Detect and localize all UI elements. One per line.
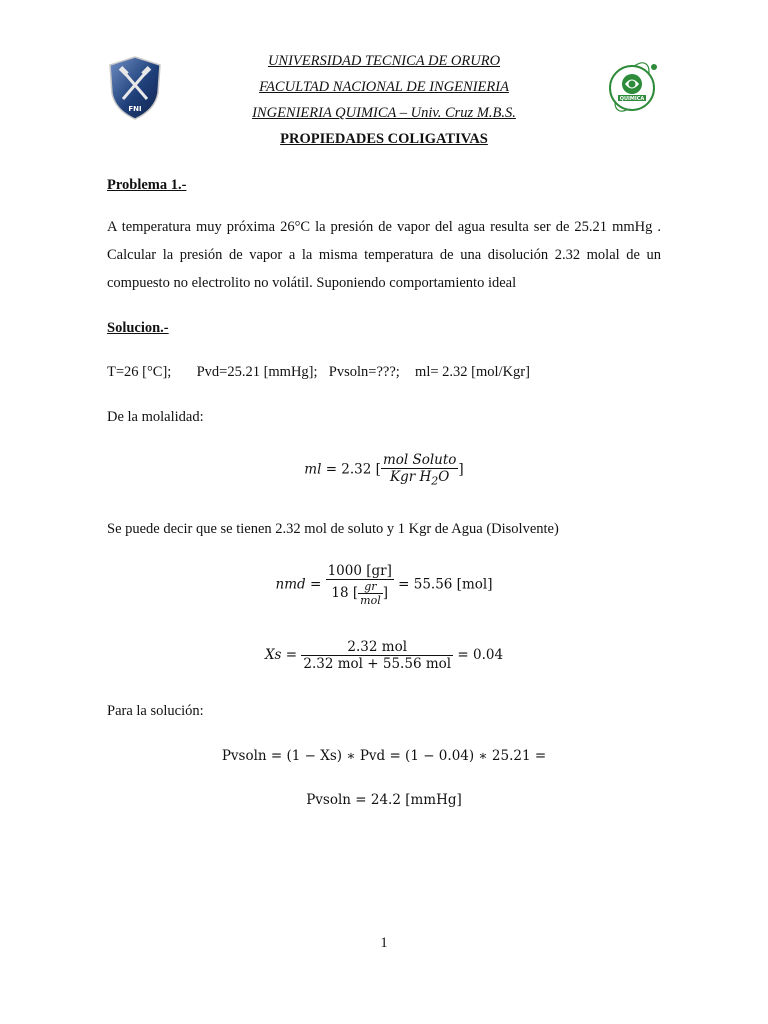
molality-equation: ml = 2.32 [ $\frac{\text{mol Soluto}}{Kgr H_2O}$ ] — [304, 452, 464, 488]
solution-heading: Solucion.- — [107, 320, 169, 336]
raoult-equation: Pvsoln = (1 − Xs) ∗ Pvd = (1 − 0.04) ∗ 25.21 = — [221, 748, 547, 764]
moles-statement: Se puede decir que se tienen 2.32 mol de soluto y 1 Kgr de Agua (Disolvente) — [107, 521, 559, 537]
solvent-moles-equation: nmd = 1000 [gr] 18 [ $\frac{gr}{\text{mol}}$ ] = 55.56 [mol] — [275, 563, 493, 607]
problem-line-3: compuesto no electrolito no volátil. Suponiendo comportamiento ideal — [107, 275, 517, 291]
mole-fraction-equation: Xs = $\frac{\text{2.32 mol}}{\text{2.32 mol + 55.56 mol}}$ = 0.04 — [264, 639, 504, 672]
document-title: PROPIEDADES COLIGATIVAS — [280, 131, 488, 147]
svg-text:FNI: FNI — [128, 105, 142, 113]
molalidad-label: De la molalidad: — [107, 409, 204, 425]
problem-line-1: A temperatura muy próxima 26°C la presión de vapor del agua resulta ser de 25.21 mmHg . — [107, 219, 661, 235]
given-pvsoln: Pvsoln=???; — [328, 364, 400, 380]
page-number: 1 — [380, 935, 388, 951]
result-equation: Pvsoln = 24.2 [mmHg] — [306, 792, 462, 808]
given-pvd: Pvd=25.21 [mmHg]; — [196, 364, 318, 380]
svg-text:QUIMICA: QUIMICA — [619, 96, 645, 102]
para-solucion-label: Para la solución: — [107, 703, 204, 719]
faculty-name: FACULTAD NACIONAL DE INGENIERIA — [259, 79, 509, 95]
problem-line-2: Calcular la presión de vapor a la misma temperatura de una disolución 2.32 molal de un — [107, 247, 661, 263]
problem-heading: Problema 1.- — [107, 177, 187, 193]
given-values — [107, 364, 530, 381]
given-temperature: T=26 [°C]; — [107, 364, 172, 380]
department-author: INGENIERIA QUIMICA – Univ. Cruz M.B.S. — [252, 105, 516, 121]
given-molality: ml= 2.32 [mol/Kgr] — [415, 364, 530, 380]
university-name: UNIVERSIDAD TECNICA DE ORURO — [267, 53, 501, 69]
